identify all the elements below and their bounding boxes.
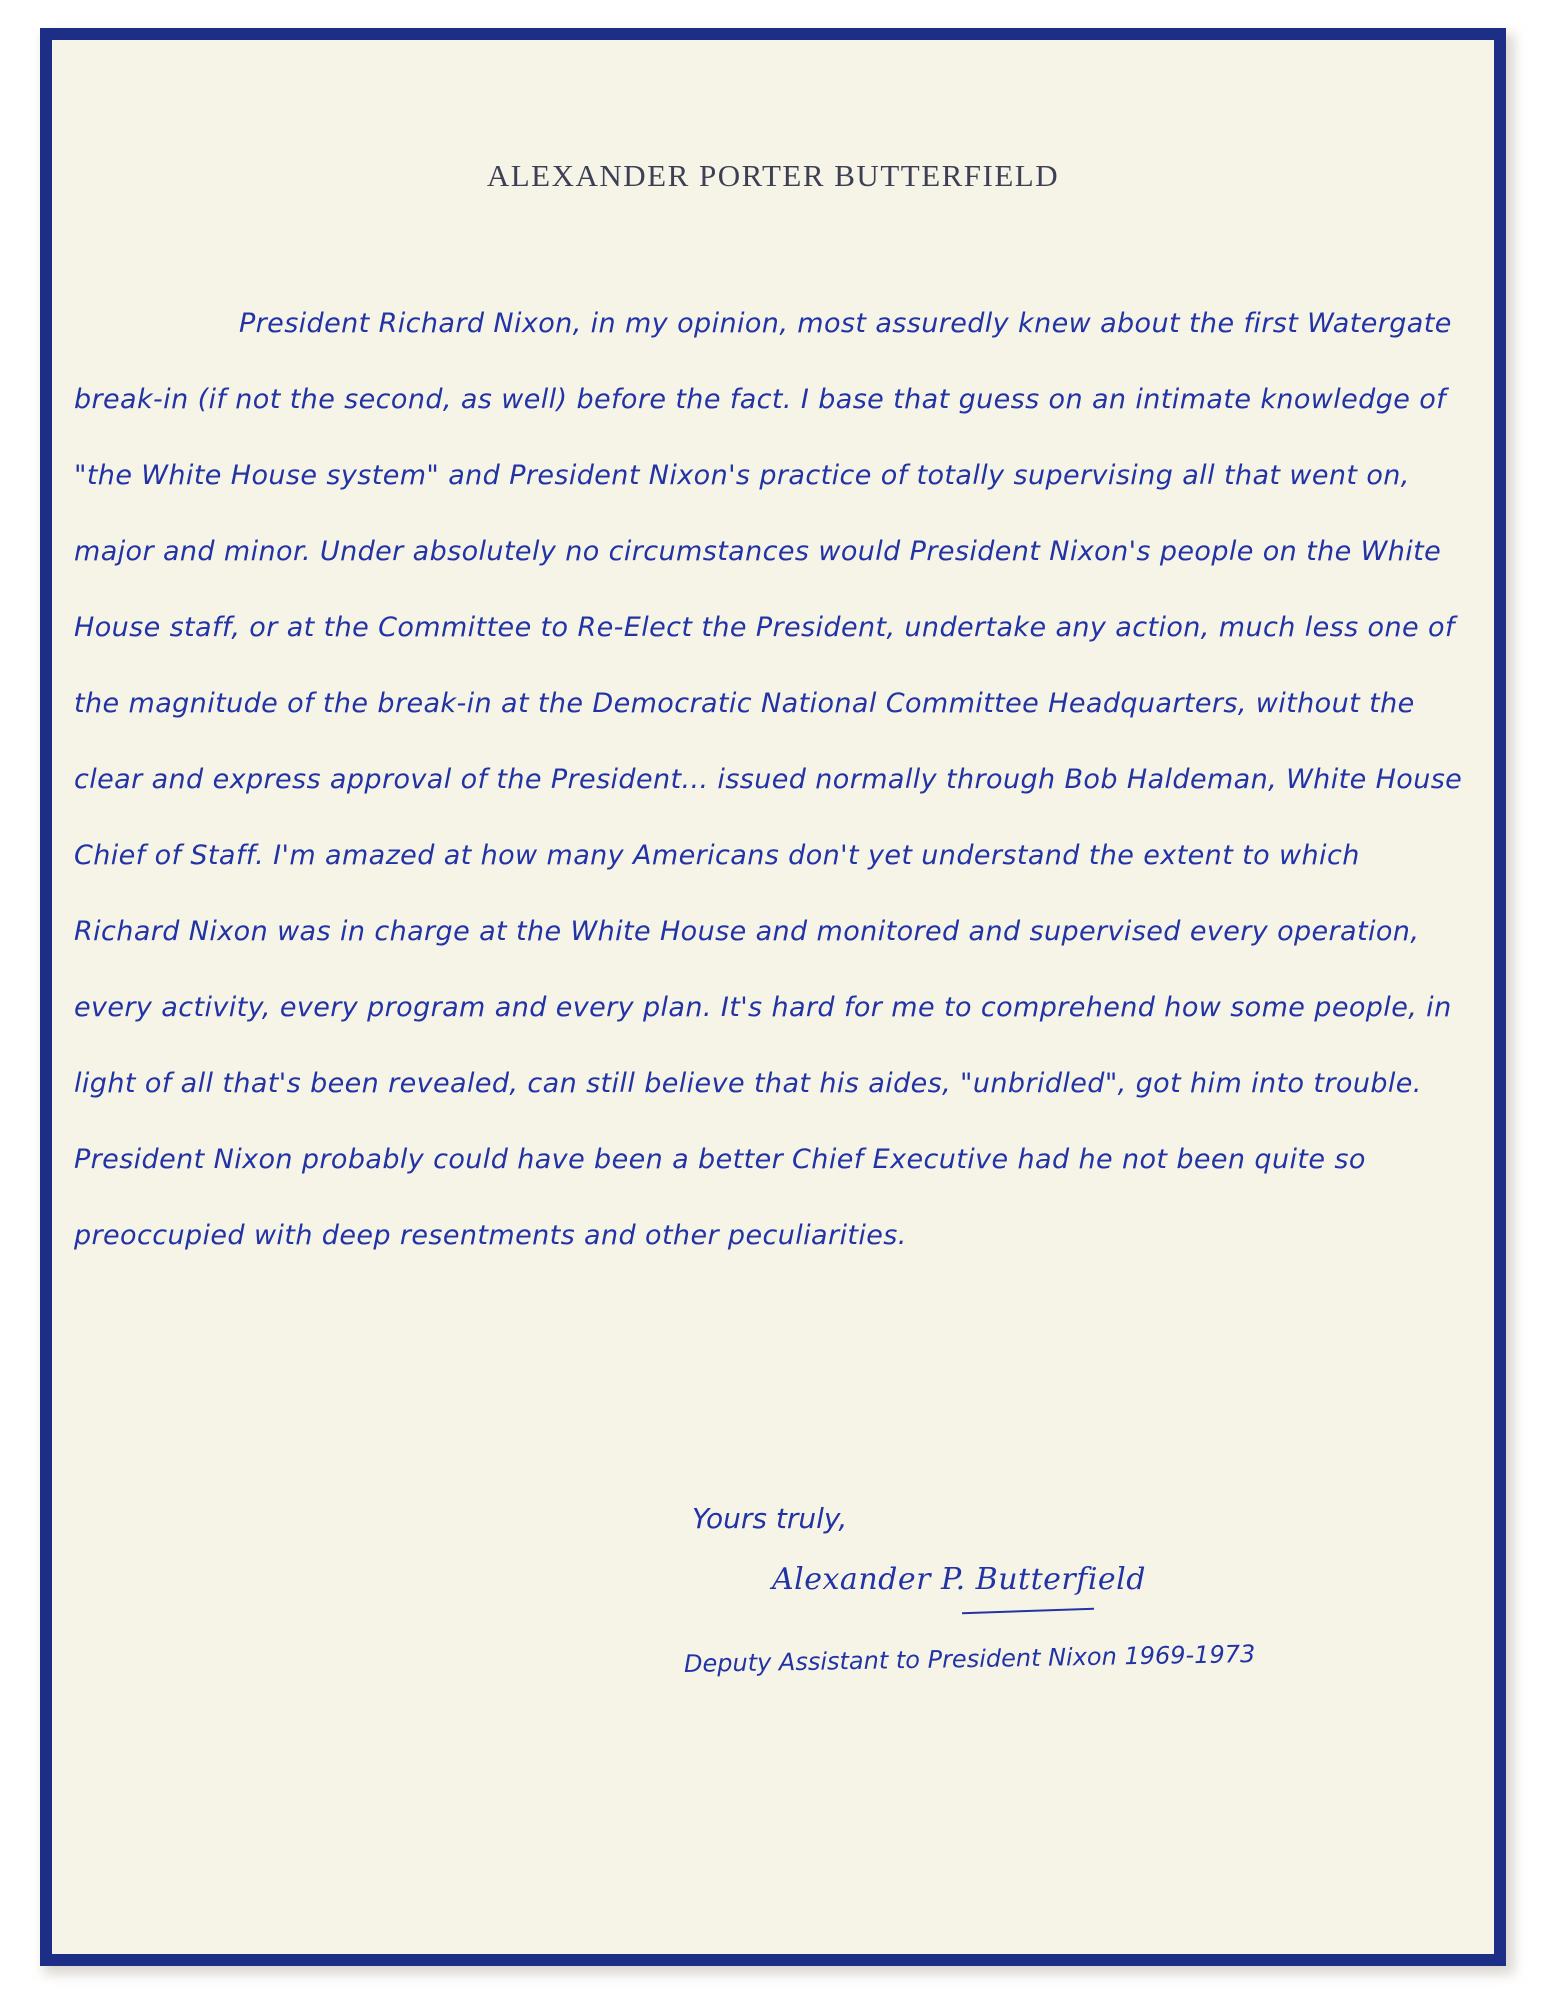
letter-body: President Richard Nixon, in my opinion, most assuredly knew about the first Watergate break-in (if not the second, as well) before the fact. I base that guess on an intimate knowledge of "the White House system" and President Nixon's practice of totally supervising all that went on, major and minor. Under absolutely no circumstances would President Nixon's people on the White House staff, or at the Committee to Re-Elect the President, undertake any action, much less one of the magnitude of the break-in at the Democratic National Committee Headquarters, without the clear and express approval of the President... issued normally through Bob Haldeman, White House Chief of Staff. I'm amazed at how many Americans don't yet understand the extent to which Richard Nixon was in charge at the White House and monitored and supervised every operation, every activity, every program and every plan. It's hard for me to comprehend how some people, in light of all that's been revealed, can still believe that his aides, "unbridled", got him into trouble. President Nixon probably could have been a better Chief Executive had he not been quite so preoccupied with deep resentments and other peculiarities. (74, 308, 1463, 1251)
signature-title: Deputy Assistant to President Nixon 1969-1973 (683, 1640, 1256, 1678)
letter-page (40, 28, 1506, 1966)
letter-closing: Yours truly, (692, 1502, 848, 1535)
handwritten-signature: Alexander P. Butterfield (772, 1562, 1146, 1597)
letterhead-name: ALEXANDER PORTER BUTTERFIELD (486, 158, 1060, 193)
signature-underline (962, 1608, 1094, 1615)
